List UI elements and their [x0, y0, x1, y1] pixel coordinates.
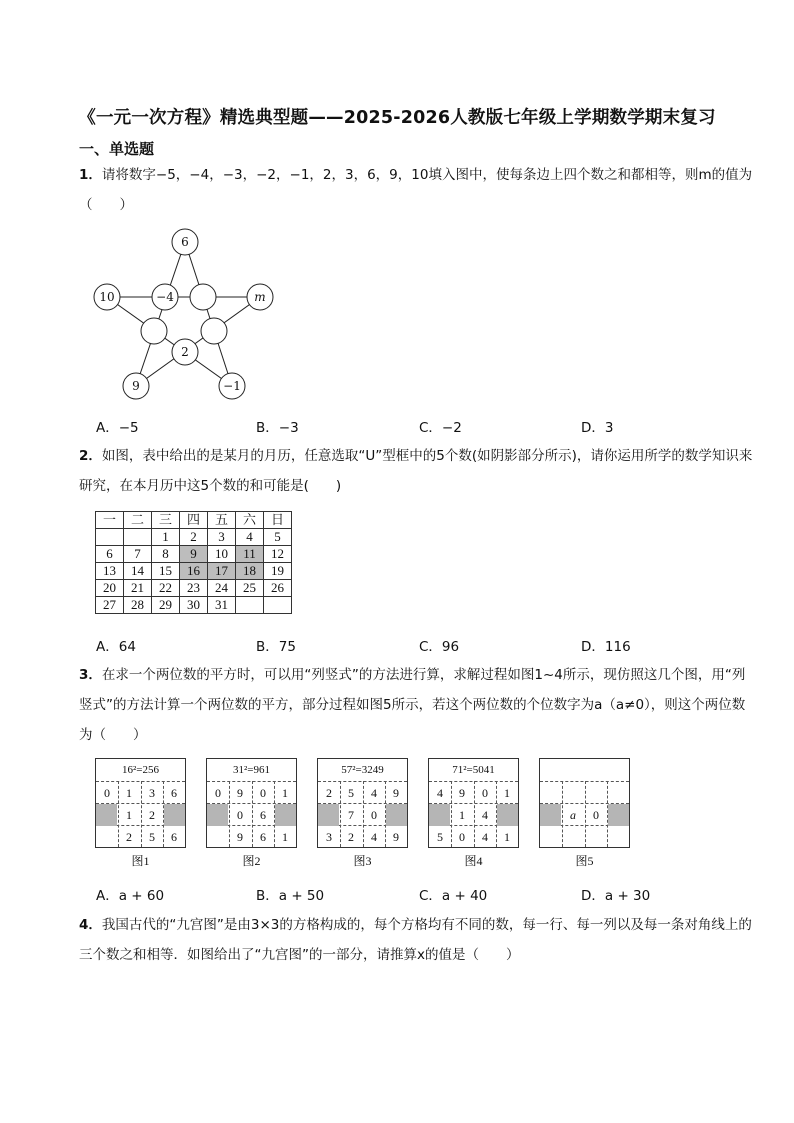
calendar-cell: 28	[124, 597, 152, 614]
calendar-row	[96, 529, 292, 546]
calendar-header-cell: 六	[236, 512, 264, 529]
figure-digit: 1	[504, 786, 510, 800]
figure-digit: 9	[237, 786, 243, 800]
figure-digit	[585, 782, 607, 804]
figure-digit: 0	[459, 830, 465, 844]
figure-digit	[585, 826, 607, 848]
question-number: 1．	[79, 167, 102, 183]
question-2	[79, 441, 757, 501]
star-label-inner-left: −4	[156, 290, 174, 304]
option-a[interactable]: A．a + 60	[96, 888, 165, 904]
calendar-cell-shaded: 11	[236, 546, 264, 563]
star-node-mid-right	[201, 318, 227, 344]
figure-digit: 0	[371, 808, 377, 822]
question-1	[79, 160, 757, 220]
figure-digit: 6	[260, 808, 266, 822]
figure-label: 图4	[464, 854, 483, 868]
option-b[interactable]: B．75	[256, 639, 296, 655]
calendar-cell	[264, 597, 292, 614]
question-3	[79, 660, 757, 750]
figure-digit	[540, 826, 562, 848]
figure-digit: 9	[459, 786, 465, 800]
shaded-cell	[164, 804, 185, 826]
figure-digit: 2	[326, 786, 332, 800]
calendar-cell: 14	[124, 563, 152, 580]
figure-caption: 31²=961	[207, 759, 296, 782]
figure-digit: 4	[482, 808, 488, 822]
calendar-cell: 31	[208, 597, 236, 614]
figure-digit: 3	[326, 830, 332, 844]
option-d[interactable]: D．3	[581, 420, 614, 436]
figure-digit: 0	[482, 786, 488, 800]
figure-label: 图2	[242, 854, 261, 868]
calendar-row	[96, 597, 292, 614]
option-c[interactable]: C．−2	[419, 420, 462, 436]
figure-digit: 1	[126, 786, 132, 800]
star-label-bottom-right: −1	[223, 379, 241, 393]
shaded-cell	[318, 804, 339, 826]
calendar-cell: 21	[124, 580, 152, 597]
calendar-cell: 26	[264, 580, 292, 597]
figure-digit: 6	[171, 830, 177, 844]
option-c[interactable]: C．a + 40	[419, 888, 488, 904]
calendar-row	[96, 546, 292, 563]
figure-digit: 4	[371, 786, 377, 800]
calendar-cell: 8	[152, 546, 180, 563]
section-heading: 一、单选题	[79, 140, 155, 158]
question-number: 3．	[79, 667, 102, 683]
shaded-cell	[275, 804, 296, 826]
calendar-cell: 5	[264, 529, 292, 546]
figure-caption	[540, 759, 629, 782]
calendar-cell: 4	[236, 529, 264, 546]
star-node-mid-left	[141, 318, 167, 344]
figure-caption: 71²=5041	[429, 759, 518, 782]
figure-digit	[540, 782, 562, 804]
question-number: 2．	[79, 448, 102, 464]
calendar-cell: 22	[152, 580, 180, 597]
figure-digit: 0	[593, 808, 599, 822]
square-figure	[206, 758, 297, 848]
calendar-cell-shaded: 18	[236, 563, 264, 580]
figure-label: 图1	[131, 854, 150, 868]
figure-digit: 9	[393, 786, 399, 800]
figure-digit: 1	[282, 830, 288, 844]
calendar-cell: 29	[152, 597, 180, 614]
shaded-cell	[497, 804, 518, 826]
star-node-inner-right	[190, 284, 216, 310]
figure-digit: 2	[149, 808, 155, 822]
calendar-cell: 20	[96, 580, 124, 597]
calendar-cell-shaded: 9	[180, 546, 208, 563]
calendar-cell: 25	[236, 580, 264, 597]
figure-digit: a	[570, 808, 576, 822]
calendar-cell: 13	[96, 563, 124, 580]
square-figure	[539, 758, 630, 848]
calendar-row	[96, 563, 292, 580]
star-label-left: 10	[99, 290, 115, 304]
figure-digit: 7	[348, 808, 354, 822]
figure-digit: 4	[371, 830, 377, 844]
square-figure	[95, 758, 186, 848]
calendar-cell-shaded: 16	[180, 563, 208, 580]
calendar-table	[95, 511, 292, 614]
calendar-cell: 7	[124, 546, 152, 563]
figure-digit: 9	[237, 830, 243, 844]
calendar-cell: 1	[152, 529, 180, 546]
calendar-header-cell: 日	[264, 512, 292, 529]
calendar-cell: 12	[264, 546, 292, 563]
question-text: 在求一个两位数的平方时，可以用“列竖式”的方法进行算，求解过程如图1~4所示，现仿照这几个图，用“列竖式”的方法计算一个两位数的平方，部分过程如图5所示，若这个两位数的个位数字为a（a≠0），则这个两位数为（ ）	[79, 667, 746, 743]
figure-digit: 3	[149, 786, 155, 800]
question-text: 请将数字−5，−4，−3，−2，−1，2，3，6，9，10填入图中，使每条边上四个数之和都相等，则m的值为（ ）	[79, 167, 753, 213]
square-figure	[428, 758, 519, 848]
figure-label: 图5	[575, 854, 594, 868]
calendar-header-cell: 五	[208, 512, 236, 529]
calendar-cell: 2	[180, 529, 208, 546]
figure-label: 图3	[353, 854, 372, 868]
star-label-bottom-inner: 2	[181, 345, 189, 359]
question-4	[79, 910, 757, 970]
figure-caption: 16²=256	[96, 759, 185, 782]
star-label-bottom-left: 9	[132, 379, 140, 393]
calendar-cell	[236, 597, 264, 614]
figure-digit: 9	[393, 830, 399, 844]
calendar-cell: 3	[208, 529, 236, 546]
figure-digit: 0	[104, 786, 110, 800]
calendar-cell: 10	[208, 546, 236, 563]
figure-digit: 6	[260, 830, 266, 844]
figure-digit: 1	[504, 830, 510, 844]
figure-digit: 2	[126, 830, 132, 844]
question-number: 4．	[79, 917, 102, 933]
shaded-cell	[386, 804, 407, 826]
calendar-cell: 24	[208, 580, 236, 597]
star-label-top: 6	[181, 235, 189, 249]
figure-digit: 4	[482, 830, 488, 844]
calendar-cell: 15	[152, 563, 180, 580]
figure-digit: 5	[348, 786, 354, 800]
figure-digit: 0	[260, 786, 266, 800]
calendar-header-cell: 四	[180, 512, 208, 529]
calendar-cell: 19	[264, 563, 292, 580]
figure-digit	[607, 782, 629, 804]
figure-digit: 5	[149, 830, 155, 844]
shaded-cell	[429, 804, 450, 826]
calendar-cell	[96, 529, 124, 546]
figure-digit: 2	[348, 830, 354, 844]
calendar-cell: 6	[96, 546, 124, 563]
star-label-right: m	[254, 290, 266, 304]
shaded-cell	[96, 804, 117, 826]
figure-digit: 5	[437, 830, 443, 844]
calendar-header-cell: 二	[124, 512, 152, 529]
figure-digit: 1	[459, 808, 465, 822]
figure-digit: 6	[171, 786, 177, 800]
figure-digit	[562, 826, 584, 848]
calendar-header-cell: 一	[96, 512, 124, 529]
calendar-cell	[124, 529, 152, 546]
square-figure	[317, 758, 408, 848]
option-d[interactable]: D．a + 30	[581, 888, 651, 904]
calendar-header-row	[96, 512, 292, 529]
figure-digit: 1	[282, 786, 288, 800]
calendar-cell: 30	[180, 597, 208, 614]
figure-digit: 4	[437, 786, 443, 800]
calendar-cell: 23	[180, 580, 208, 597]
option-a[interactable]: A．64	[96, 639, 136, 655]
figure-digit: 0	[237, 808, 243, 822]
question-text: 如图，表中给出的是某月的月历，任意选取“U”型框中的5个数(如阴影部分所示)，请你运用所学的数学知识来研究，在本月历中这5个数的和可能是( )	[79, 448, 753, 494]
option-d[interactable]: D．116	[581, 639, 631, 655]
calendar-cell-shaded: 17	[208, 563, 236, 580]
shaded-cell	[207, 804, 228, 826]
calendar-row	[96, 580, 292, 597]
option-b[interactable]: B．−3	[256, 420, 299, 436]
question-text: 我国古代的“九宫图”是由3×3的方格构成的，每个方格均有不同的数，每一行、每一列以及每一条对角线上的三个数之和相等．如图给出了“九宫图”的一部分，请推算x的值是（ ）	[79, 917, 752, 963]
figure-digit	[562, 782, 584, 804]
figure-digit: 0	[215, 786, 221, 800]
option-c[interactable]: C．96	[419, 639, 460, 655]
calendar-header-cell: 三	[152, 512, 180, 529]
shaded-cell	[540, 804, 561, 826]
figure-caption: 57²=3249	[318, 759, 407, 782]
star-diagram	[90, 226, 280, 404]
option-a[interactable]: A．−5	[96, 420, 139, 436]
shaded-cell	[608, 804, 629, 826]
figure-digit	[607, 826, 629, 848]
figure-digit: 1	[126, 808, 132, 822]
page-title: 《一元一次方程》精选典型题——2025-2026人教版七年级上学期数学期末复习	[78, 108, 716, 128]
calendar-cell: 27	[96, 597, 124, 614]
option-b[interactable]: B．a + 50	[256, 888, 325, 904]
